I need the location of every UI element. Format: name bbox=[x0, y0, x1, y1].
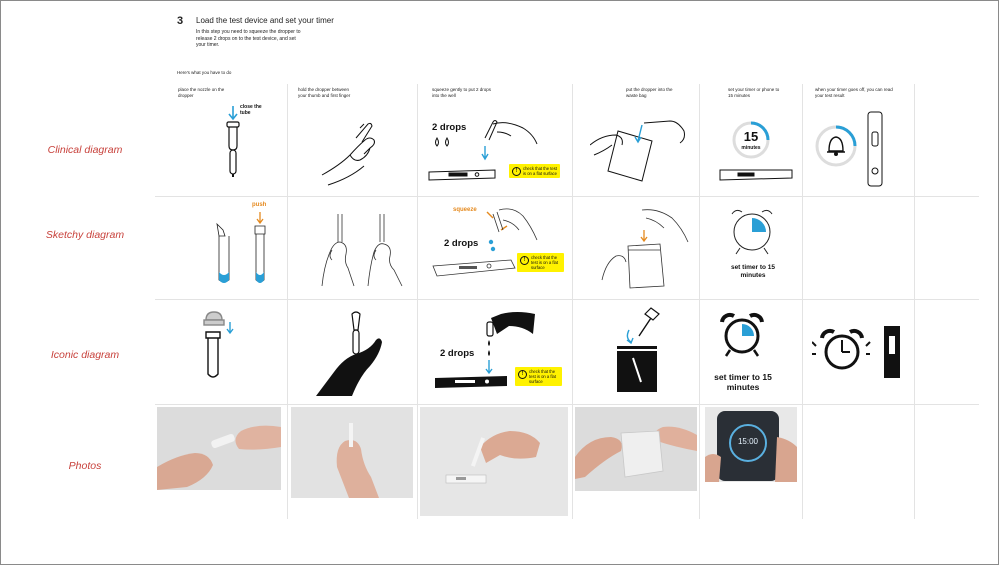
column-divider bbox=[914, 84, 915, 519]
column-divider bbox=[802, 84, 803, 519]
flat-surface-note-sketchy bbox=[517, 253, 564, 272]
iconic-nozzle-illustration bbox=[192, 304, 272, 394]
step-title: Load the test device and set your timer bbox=[196, 16, 334, 25]
clinical-timer-illustration bbox=[710, 112, 800, 192]
step-description: In this step you need to squeeze the dropper to release 2 drops on to the test device, and set your timer. bbox=[196, 29, 301, 48]
column-heading-4: put the dropper into the waste bag bbox=[626, 87, 673, 98]
two-drops-label-sketchy: 2 drops bbox=[444, 238, 479, 249]
clinical-waste-bag-illustration bbox=[590, 115, 690, 190]
column-heading-1: place the nozzle on the dropper bbox=[178, 87, 225, 98]
row-label-sketchy: Sketchy diagram bbox=[45, 229, 125, 241]
clinical-result-illustration bbox=[812, 108, 912, 193]
exclamation-icon: ! bbox=[520, 256, 529, 265]
squeeze-annotation: squeeze bbox=[453, 207, 477, 213]
row-label-clinical: Clinical diagram bbox=[47, 144, 123, 156]
row-label-photos: Photos bbox=[68, 460, 102, 472]
close-tube-annotation: close the tube bbox=[240, 104, 262, 116]
photo-hold-dropper bbox=[291, 407, 413, 498]
flat-surface-note-text: check that the test is on a flat surface bbox=[529, 369, 556, 384]
phone-timer-display: 15:00 bbox=[737, 437, 759, 446]
photo-two-drops bbox=[420, 407, 568, 516]
sketchy-hold-dropper-illustration bbox=[318, 206, 408, 292]
photo-waste-bag bbox=[575, 407, 697, 491]
push-annotation: push bbox=[252, 202, 267, 208]
two-drops-label-iconic: 2 drops bbox=[440, 348, 475, 359]
row-divider bbox=[155, 299, 979, 300]
sketchy-waste-bag-illustration bbox=[598, 206, 694, 292]
two-drops-label: 2 drops bbox=[432, 122, 467, 133]
iconic-waste-bag-illustration bbox=[605, 306, 685, 396]
timer-number: 15 bbox=[743, 129, 759, 144]
column-heading-5: set your timer or phone to 15 minutes bbox=[728, 87, 780, 98]
column-heading-2: hold the dropper between your thumb and first finger bbox=[298, 87, 351, 98]
column-divider bbox=[572, 84, 573, 519]
exclamation-icon: ! bbox=[512, 167, 521, 176]
sketchy-timer-illustration bbox=[718, 204, 788, 294]
iconic-hold-dropper-illustration bbox=[310, 310, 400, 398]
flat-surface-note-iconic bbox=[515, 367, 562, 386]
exclamation-icon: ! bbox=[518, 370, 527, 379]
iconic-timer-illustration bbox=[712, 312, 792, 398]
column-heading-6: when your timer goes off, you can read your test result bbox=[815, 87, 893, 98]
column-divider bbox=[699, 84, 700, 519]
photo-phone-timer bbox=[705, 407, 797, 482]
flat-surface-note-text: check that the test is on a flat surface bbox=[523, 166, 557, 176]
clinical-hold-dropper-illustration bbox=[320, 110, 400, 190]
column-heading-3: squeeze gently to put 2 drops into the well bbox=[432, 87, 492, 98]
row-label-iconic: Iconic diagram bbox=[50, 349, 120, 361]
sketchy-nozzle-illustration bbox=[205, 200, 285, 292]
set-timer-label-sketchy: set timer to 15 minutes bbox=[730, 264, 776, 279]
howto-label: Here's what you have to do bbox=[177, 70, 232, 75]
iconic-two-drops-illustration bbox=[427, 304, 567, 396]
row-divider bbox=[155, 404, 979, 405]
clinical-two-drops-illustration bbox=[427, 110, 567, 190]
iconic-result-illustration bbox=[812, 320, 912, 390]
set-timer-label-iconic: set timer to 15 minutes bbox=[714, 372, 772, 392]
flat-surface-note-text: check that the test is on a flat surface bbox=[531, 255, 558, 270]
timer-unit: minutes bbox=[741, 145, 761, 151]
row-divider bbox=[155, 196, 979, 197]
column-divider bbox=[287, 84, 288, 519]
photo-nozzle bbox=[157, 407, 281, 490]
flat-surface-note bbox=[509, 164, 560, 178]
column-divider bbox=[417, 84, 418, 519]
clinical-nozzle-illustration bbox=[200, 100, 280, 190]
step-number: 3 bbox=[177, 15, 184, 27]
sketchy-two-drops-illustration bbox=[427, 200, 567, 292]
